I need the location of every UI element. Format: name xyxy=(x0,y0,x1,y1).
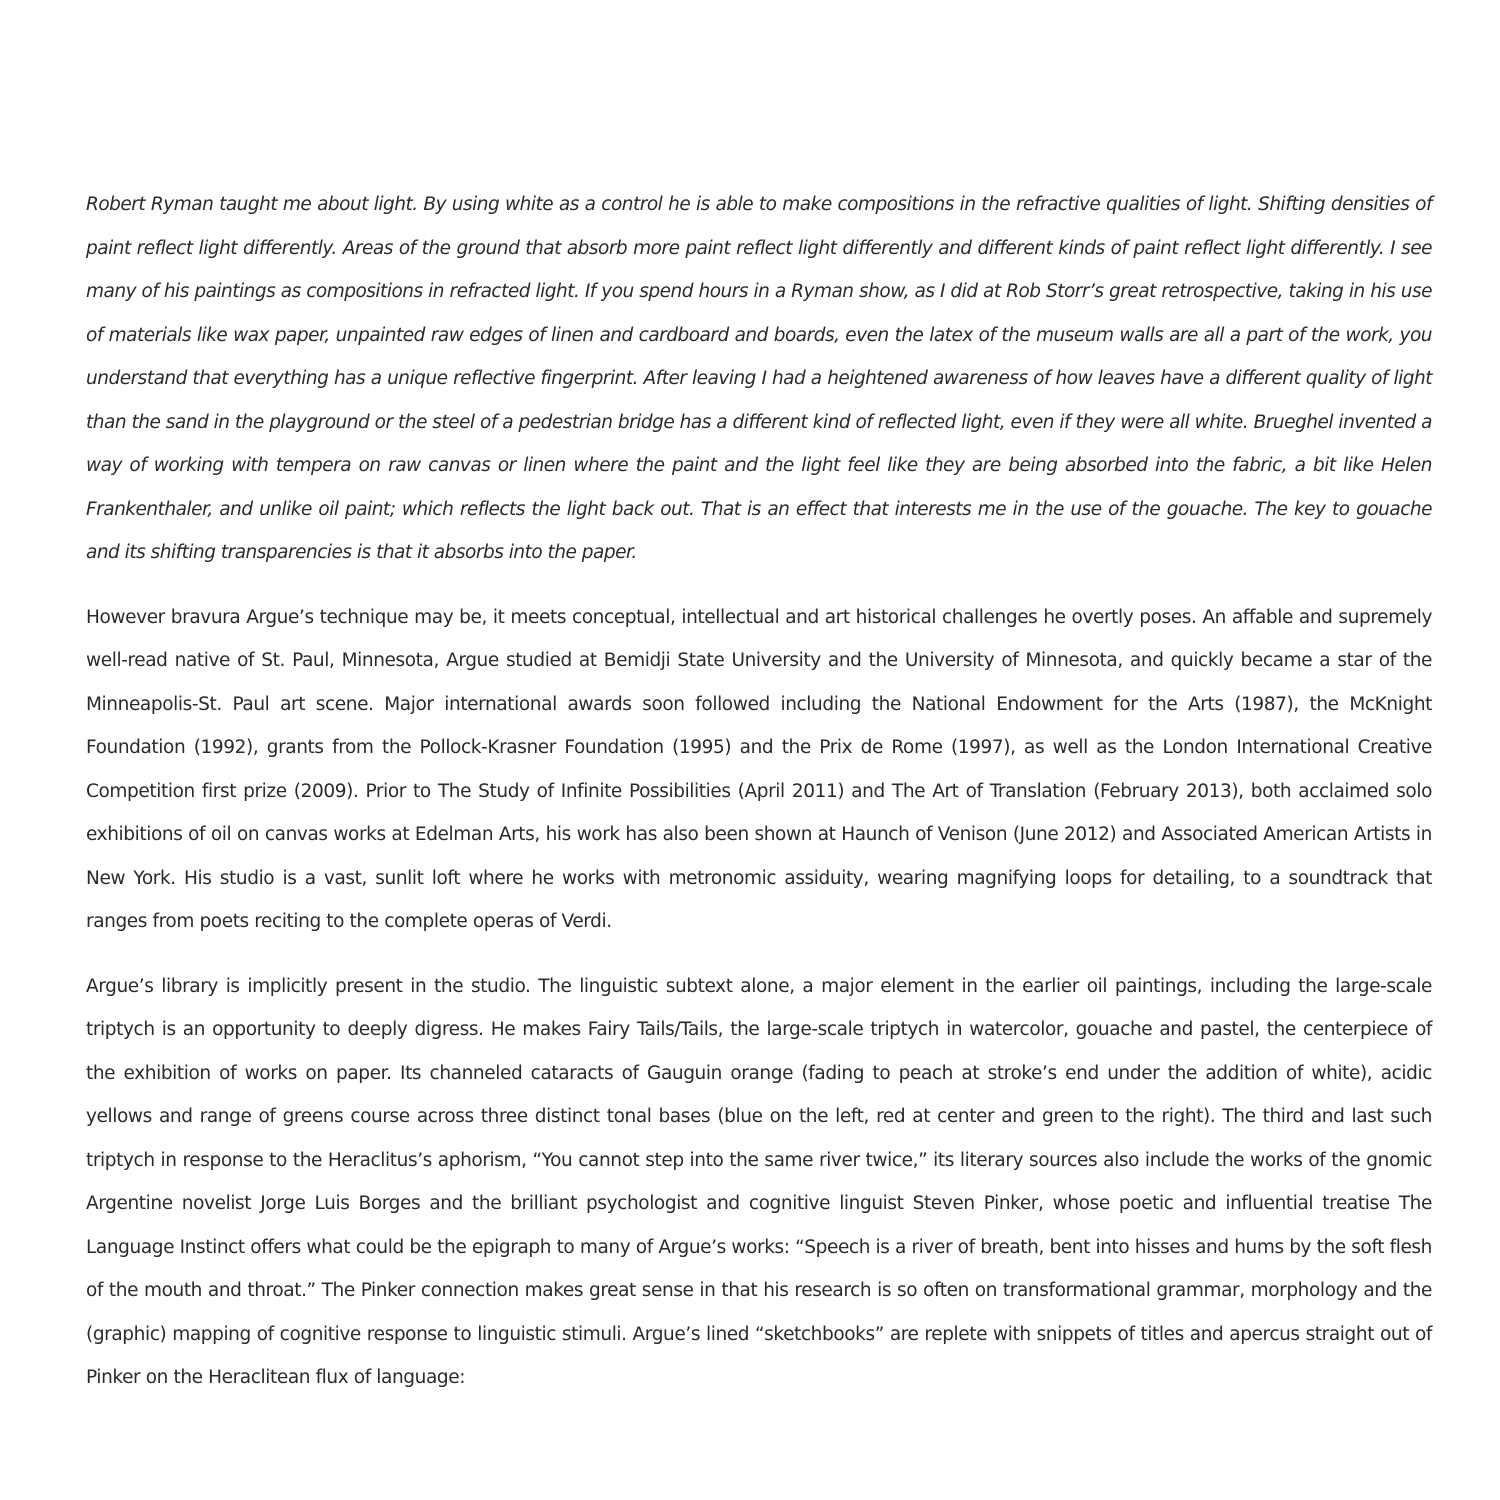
artist-quote: Robert Ryman taught me about light. By using white as a control he is able to make compositions in the refractive qualities of light. Shifting densities of paint reflect light differently. Areas of the ground that absorb more paint reflect light differently and different kinds of paint reflect light differently. I see many of his paintings as compositions in refracted light. If you spend hours in a Ryman show, as I did at Rob Storr’s great retrospective, taking in his use of materials like wax paper, unpainted raw edges of linen and cardboard and boards, even the latex of the museum walls are all a part of the work, you understand that everything has a unique reflective fingerprint. After leaving I had a heightened awareness of how leaves have a different quality of light than the sand in the playground or the steel of a pedestrian bridge has a different kind of reflected light, even if they were all white. Brueghel invented a way of working with tempera on raw canvas or linen where the paint and the light feel like they are being absorbed into the fabric, a bit like Helen Frankenthaler, and unlike oil paint; which reflects the light back out. That is an effect that interests me in the use of the gouache. The key to gouache and its shifting transparencies is that it absorbs into the paper. xyxy=(86,194,1432,563)
paragraph-biography: However bravura Argue’s technique may be, it meets conceptual, intellectual and art historical challenges he overtly poses. An affable and supremely well-read native of St. Paul, Minnesota, Argue studied at Bemidji State University and the University of Minnesota, and quickly became a star of the Minneapolis-St. Paul art scene. Major international awards soon followed including the National Endowment for the Arts (1987), the McKnight Foundation (1992), grants from the Pollock-Krasner Foundation (1995) and the Prix de Rome (1997), as well as the London International Creative Competition first prize (2009). Prior to The Study of Infinite Possibilities (April 2011) and The Art of Translation (February 2013), both acclaimed solo exhibitions of oil on canvas works at Edelman Arts, his work has also been shown at Haunch of Venison (June 2012) and Associated American Artists in New York. His studio is a vast, sunlit loft where he works with metronomic assiduity, wearing magnifying loops for detailing, to a soundtrack that ranges from poets reciting to the complete operas of Verdi. xyxy=(86,606,1432,932)
document-body xyxy=(86,183,1432,1400)
paragraph-library: Argue’s library is implicitly present in the studio. The linguistic subtext alone, a major element in the earlier oil paintings, including the large-scale triptych is an opportunity to deeply digress. He makes Fairy Tails/Tails, the large-scale triptych in watercolor, gouache and pastel, the centerpiece of the exhibition of works on paper. Its channeled cataracts of Gauguin orange (fading to peach at stroke’s end under the addition of white), acidic yellows and range of greens course across three distinct tonal bases (blue on the left, red at center and green to the right). The third and last such triptych in response to the Heraclitus’s aphorism, “You cannot step into the same river twice,” its literary sources also include the works of the gnomic Argentine novelist Jorge Luis Borges and the brilliant psychologist and cognitive linguist Steven Pinker, whose poetic and influential treatise The Language Instinct offers what could be the epigraph to many of Argue’s works: “Speech is a river of breath, bent into hisses and hums by the soft flesh of the mouth and throat.” The Pinker connection makes great sense in that his research is so often on transformational grammar, morphology and the (graphic) mapping of cognitive response to linguistic stimuli. Argue’s lined “sketchbooks” are replete with snippets of titles and apercus straight out of Pinker on the Heraclitean flux of language: xyxy=(86,975,1432,1388)
